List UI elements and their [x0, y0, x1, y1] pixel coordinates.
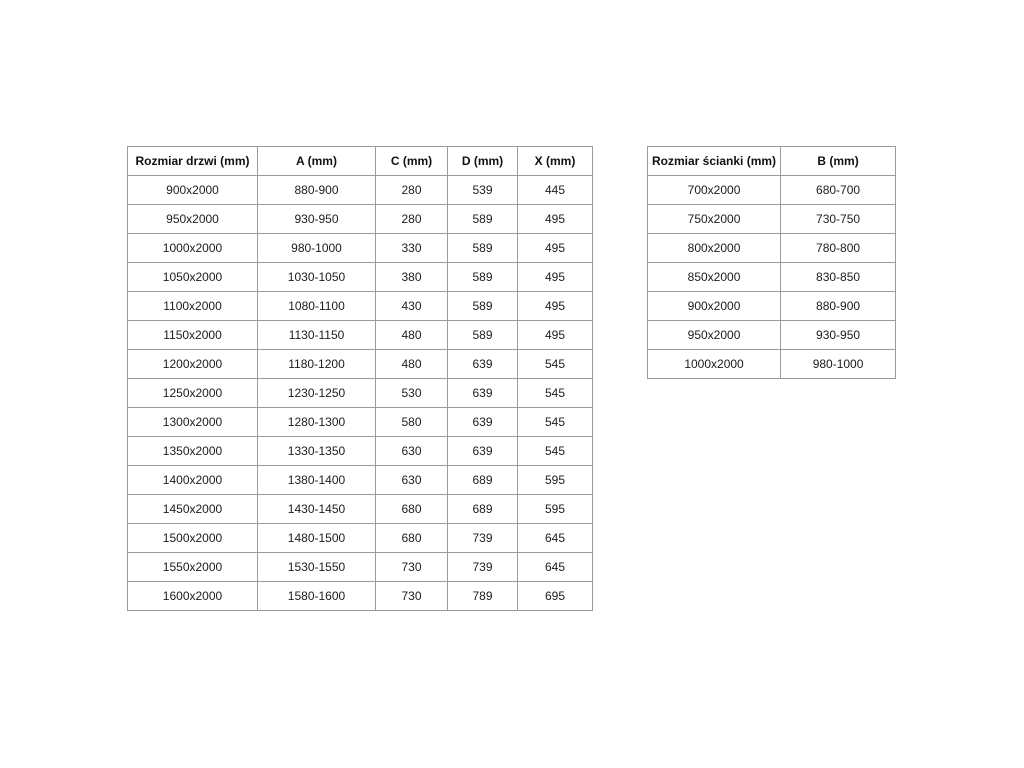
table-cell: 800x2000 — [648, 234, 781, 263]
table-cell: 1000x2000 — [128, 234, 258, 263]
table-row — [128, 466, 593, 495]
table-cell: 1200x2000 — [128, 350, 258, 379]
table-cell: 380 — [376, 263, 448, 292]
table-cell: 689 — [448, 495, 518, 524]
table-cell: 1100x2000 — [128, 292, 258, 321]
table-cell: 900x2000 — [648, 292, 781, 321]
table-row — [128, 553, 593, 582]
table-cell: 695 — [518, 582, 593, 611]
table-cell: 480 — [376, 350, 448, 379]
table-cell: 495 — [518, 321, 593, 350]
table-cell: 950x2000 — [648, 321, 781, 350]
table-cell: 639 — [448, 379, 518, 408]
table-cell: 1030-1050 — [258, 263, 376, 292]
table-row — [648, 263, 896, 292]
table-cell: 1580-1600 — [258, 582, 376, 611]
table-cell: 1300x2000 — [128, 408, 258, 437]
table-cell: 495 — [518, 234, 593, 263]
column-header: A (mm) — [258, 147, 376, 176]
wall-size-table — [647, 146, 896, 379]
table-cell: 1000x2000 — [648, 350, 781, 379]
table-cell: 1350x2000 — [128, 437, 258, 466]
table-cell: 545 — [518, 350, 593, 379]
table-cell: 1600x2000 — [128, 582, 258, 611]
table-cell: 630 — [376, 437, 448, 466]
column-header: C (mm) — [376, 147, 448, 176]
column-header: B (mm) — [781, 147, 896, 176]
table-cell: 1530-1550 — [258, 553, 376, 582]
table-cell: 730 — [376, 553, 448, 582]
table-cell: 689 — [448, 466, 518, 495]
table-cell: 730-750 — [781, 205, 896, 234]
table-cell: 430 — [376, 292, 448, 321]
table-cell: 495 — [518, 205, 593, 234]
table-row — [128, 292, 593, 321]
table-cell: 1080-1100 — [258, 292, 376, 321]
table-cell: 789 — [448, 582, 518, 611]
column-header: Rozmiar ścianki (mm) — [648, 147, 781, 176]
table-row — [648, 350, 896, 379]
table-cell: 730 — [376, 582, 448, 611]
table-cell: 780-800 — [781, 234, 896, 263]
table-cell: 589 — [448, 292, 518, 321]
table-row — [648, 234, 896, 263]
table-cell: 680-700 — [781, 176, 896, 205]
table-cell: 445 — [518, 176, 593, 205]
table-row — [648, 176, 896, 205]
header-row — [128, 147, 593, 176]
table-cell: 1150x2000 — [128, 321, 258, 350]
table-cell: 680 — [376, 495, 448, 524]
table-row — [128, 176, 593, 205]
table-cell: 630 — [376, 466, 448, 495]
table-row — [128, 524, 593, 553]
table-cell: 495 — [518, 263, 593, 292]
table-cell: 530 — [376, 379, 448, 408]
table-cell: 1180-1200 — [258, 350, 376, 379]
table-cell: 880-900 — [258, 176, 376, 205]
table-cell: 1050x2000 — [128, 263, 258, 292]
table-cell: 880-900 — [781, 292, 896, 321]
table-row — [128, 495, 593, 524]
column-header: X (mm) — [518, 147, 593, 176]
table-cell: 580 — [376, 408, 448, 437]
table-cell: 700x2000 — [648, 176, 781, 205]
table-cell: 1230-1250 — [258, 379, 376, 408]
table-cell: 539 — [448, 176, 518, 205]
table-cell: 830-850 — [781, 263, 896, 292]
header-row — [648, 147, 896, 176]
column-header: D (mm) — [448, 147, 518, 176]
table-cell: 545 — [518, 379, 593, 408]
table-cell: 280 — [376, 176, 448, 205]
door-size-table — [127, 146, 593, 611]
table-cell: 950x2000 — [128, 205, 258, 234]
table-row — [648, 321, 896, 350]
table-cell: 545 — [518, 437, 593, 466]
table-cell: 980-1000 — [781, 350, 896, 379]
table-cell: 930-950 — [258, 205, 376, 234]
table-cell: 1400x2000 — [128, 466, 258, 495]
table-row — [128, 408, 593, 437]
table-row — [128, 437, 593, 466]
table-cell: 480 — [376, 321, 448, 350]
table-row — [128, 582, 593, 611]
table-row — [128, 350, 593, 379]
table-cell: 639 — [448, 437, 518, 466]
table-cell: 680 — [376, 524, 448, 553]
table-cell: 1130-1150 — [258, 321, 376, 350]
table-cell: 1330-1350 — [258, 437, 376, 466]
table-cell: 1550x2000 — [128, 553, 258, 582]
table-cell: 1280-1300 — [258, 408, 376, 437]
table-row — [128, 263, 593, 292]
table-cell: 639 — [448, 350, 518, 379]
table-row — [128, 321, 593, 350]
table-cell: 330 — [376, 234, 448, 263]
table-cell: 900x2000 — [128, 176, 258, 205]
table-cell: 645 — [518, 553, 593, 582]
table-cell: 1450x2000 — [128, 495, 258, 524]
table-cell: 589 — [448, 205, 518, 234]
table-row — [128, 234, 593, 263]
table-cell: 495 — [518, 292, 593, 321]
table-cell: 589 — [448, 234, 518, 263]
table-cell: 1500x2000 — [128, 524, 258, 553]
table-cell: 850x2000 — [648, 263, 781, 292]
table-cell: 739 — [448, 553, 518, 582]
table-cell: 645 — [518, 524, 593, 553]
table-row — [648, 292, 896, 321]
table-cell: 639 — [448, 408, 518, 437]
table-row — [648, 205, 896, 234]
table-cell: 545 — [518, 408, 593, 437]
table-cell: 739 — [448, 524, 518, 553]
table-cell: 1380-1400 — [258, 466, 376, 495]
table-cell: 980-1000 — [258, 234, 376, 263]
table-row — [128, 205, 593, 234]
table-cell: 280 — [376, 205, 448, 234]
table-row — [128, 379, 593, 408]
table-cell: 589 — [448, 321, 518, 350]
table-cell: 1430-1450 — [258, 495, 376, 524]
table-cell: 930-950 — [781, 321, 896, 350]
table-cell: 589 — [448, 263, 518, 292]
table-cell: 1480-1500 — [258, 524, 376, 553]
column-header: Rozmiar drzwi (mm) — [128, 147, 258, 176]
table-cell: 1250x2000 — [128, 379, 258, 408]
table-cell: 750x2000 — [648, 205, 781, 234]
table-cell: 595 — [518, 466, 593, 495]
table-cell: 595 — [518, 495, 593, 524]
